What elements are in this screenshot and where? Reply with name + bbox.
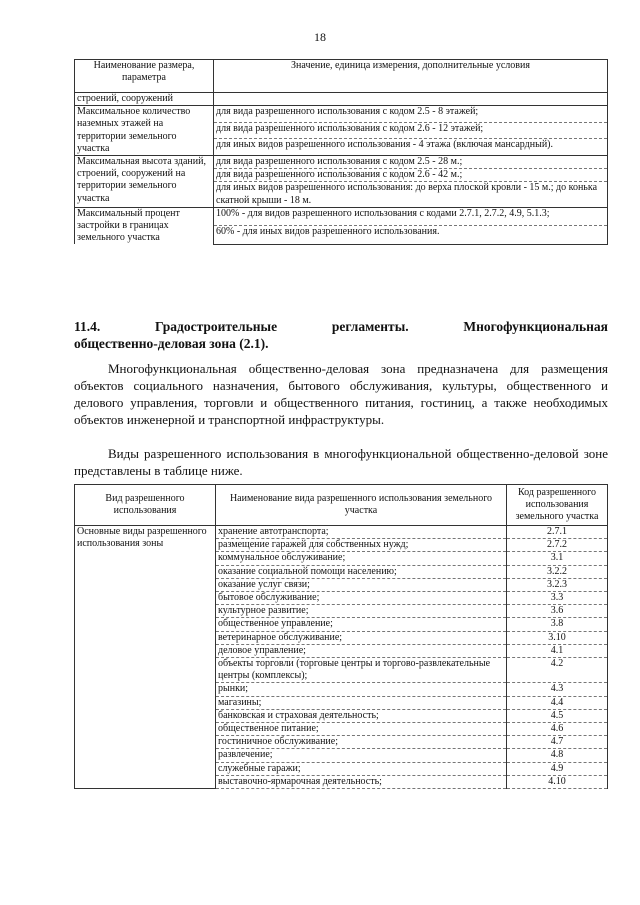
use-code: 4.8 xyxy=(507,749,608,762)
use-name: развлечение; xyxy=(216,749,507,762)
use-code: 4.5 xyxy=(507,709,608,722)
use-name: гостиничное обслуживание; xyxy=(216,736,507,749)
floors-param: Максимальное количество наземных этажей на территории земельного участка xyxy=(75,106,214,156)
carry-over-row xyxy=(75,93,608,106)
header-kind: Вид разрешенного использования xyxy=(75,485,216,526)
use-name: размещение гаражей для собственных нужд; xyxy=(216,539,507,552)
use-name: рынки; xyxy=(216,683,507,696)
permitted-use-table xyxy=(74,484,608,789)
use-name: бытовое обслуживание; xyxy=(216,592,507,605)
use-name: служебные гаражи; xyxy=(216,762,507,775)
use-name: объекты торговли (торговые центры и торгово-развлекательные центры (комплексы); xyxy=(216,658,507,683)
header-param: Наименование размера, параметра xyxy=(75,60,214,93)
use-name: культурное развитие; xyxy=(216,605,507,618)
height-value: для иных видов разрешенного использования: до верха плоской кровли - 15 м.; до конька скатной крыши - 18 м. xyxy=(214,182,608,207)
use-code: 3.8 xyxy=(507,618,608,631)
use-name: деловое управление; xyxy=(216,644,507,657)
header-value: Значение, единица измерения, дополнительные условия xyxy=(214,60,608,93)
coverage-value: 60% - для иных видов разрешенного использования. xyxy=(214,226,608,245)
use-name: общественное управление; xyxy=(216,618,507,631)
section-heading-line2: общественно-деловая зона (2.1). xyxy=(74,336,269,351)
carry-over-text: строений, сооружений xyxy=(75,93,214,106)
use-code: 3.10 xyxy=(507,631,608,644)
height-value: для вида разрешенного использования с кодом 2.5 - 28 м.; xyxy=(214,156,608,169)
height-row xyxy=(75,156,608,169)
section-heading xyxy=(74,318,608,352)
permitted-use-header xyxy=(75,485,608,526)
use-name: банковская и страховая деятельность; xyxy=(216,709,507,722)
use-code: 4.10 xyxy=(507,775,608,788)
floors-value: для иных видов разрешенного использования - 4 этажа (включая мансардный). xyxy=(214,139,608,156)
use-code: 4.6 xyxy=(507,723,608,736)
table-row xyxy=(75,526,608,539)
floors-value: для вида разрешенного использования с кодом 2.5 - 8 этажей; xyxy=(214,106,608,123)
height-param: Максимальная высота зданий, строений, сооружений на территории земельного участка xyxy=(75,156,214,208)
page-number: 18 xyxy=(314,30,326,44)
use-code: 2.7.2 xyxy=(507,539,608,552)
zone-description: Многофункциональная общественно-деловая зона предназначена для размещения объектов социального назначения, бытового обслуживания, культуры, общественного и делового управления, торговли и общественного питания, гостиниц, а также необходимых объектов инженерной и транспортной инфраструктуры. xyxy=(74,361,608,427)
height-value: для вида разрешенного использования с кодом 2.6 - 42 м.; xyxy=(214,169,608,182)
use-name: оказание услуг связи; xyxy=(216,578,507,591)
use-name: хранение автотранспорта; xyxy=(216,526,507,539)
parameters-table-header xyxy=(75,60,608,93)
category-cell: Основные виды разрешенного использования зоны xyxy=(75,526,216,789)
header-code: Код разрешенного использования земельного участка xyxy=(507,485,608,526)
use-code: 2.7.1 xyxy=(507,526,608,539)
use-name: выставочно-ярмарочная деятельность; xyxy=(216,775,507,788)
use-code: 4.2 xyxy=(507,658,608,683)
coverage-param: Максимальный процент застройки в границах земельного участка xyxy=(75,207,214,244)
use-name: магазины; xyxy=(216,696,507,709)
table-intro: Виды разрешенного использования в многофункциональной общественно-деловой зоне представлены в таблице ниже. xyxy=(74,446,608,478)
use-code: 3.3 xyxy=(507,592,608,605)
use-name: ветеринарное обслуживание; xyxy=(216,631,507,644)
use-code: 3.2.2 xyxy=(507,565,608,578)
use-code: 3.1 xyxy=(507,552,608,565)
header-name: Наименование вида разрешенного использования земельного участка xyxy=(216,485,507,526)
floors-value: для вида разрешенного использования с кодом 2.6 - 12 этажей; xyxy=(214,122,608,139)
coverage-row xyxy=(75,207,608,226)
floors-row xyxy=(75,106,608,123)
use-code: 3.6 xyxy=(507,605,608,618)
parameters-table xyxy=(74,59,608,245)
use-code: 4.4 xyxy=(507,696,608,709)
use-code: 4.1 xyxy=(507,644,608,657)
use-name: оказание социальной помощи населению; xyxy=(216,565,507,578)
section-heading-line1: 11.4. Градостроительные регламенты. Многофункциональная xyxy=(74,319,608,334)
use-code: 4.3 xyxy=(507,683,608,696)
use-code: 4.9 xyxy=(507,762,608,775)
coverage-value: 100% - для видов разрешенного использования с кодами 2.7.1, 2.7.2, 4.9, 5.1.3; xyxy=(214,207,608,226)
use-code: 3.2.3 xyxy=(507,578,608,591)
use-code: 4.7 xyxy=(507,736,608,749)
use-name: коммунальное обслуживание; xyxy=(216,552,507,565)
use-name: общественное питание; xyxy=(216,723,507,736)
